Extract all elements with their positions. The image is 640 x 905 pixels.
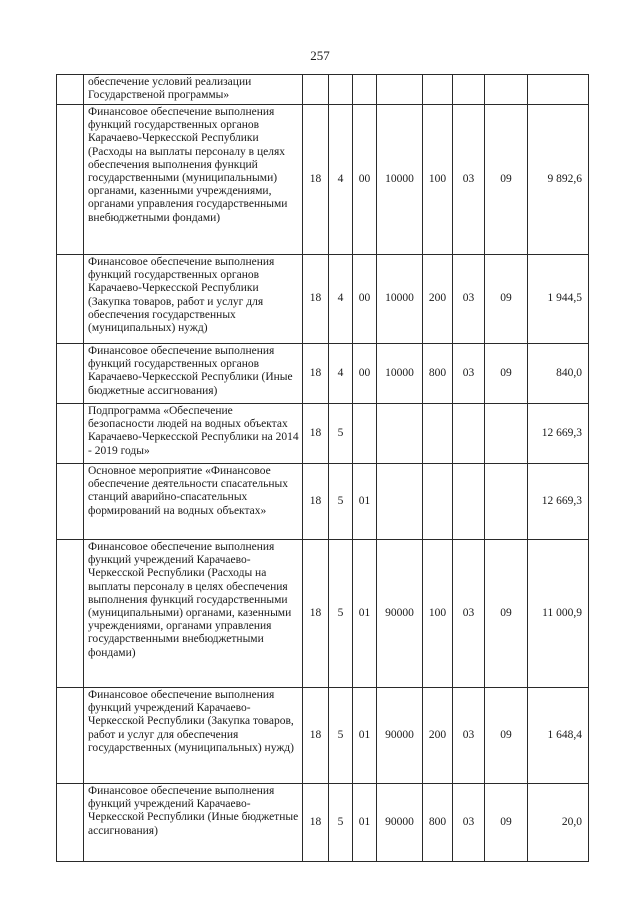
code-cell: 90000	[377, 540, 423, 688]
code-cell: 4	[329, 255, 353, 344]
row-index-cell	[57, 75, 84, 105]
amount-cell: 11 000,9	[528, 540, 589, 688]
code-cell	[453, 75, 485, 105]
description-cell: Финансовое обеспечение выполнения функций учреждений Карачаево-Черкесской Республики (Закупка товаров, работ и услуг для обеспечения государственных (муниципальных) нужд)	[84, 688, 303, 784]
table-row	[57, 464, 589, 540]
row-index-cell	[57, 464, 84, 540]
row-index-cell	[57, 404, 84, 464]
code-cell: 00	[353, 105, 377, 255]
row-index-cell	[57, 540, 84, 688]
code-cell: 03	[453, 540, 485, 688]
code-cell: 18	[303, 344, 329, 404]
code-cell	[485, 464, 528, 540]
code-cell	[329, 75, 353, 105]
code-cell: 01	[353, 464, 377, 540]
code-cell: 03	[453, 784, 485, 862]
code-cell: 10000	[377, 344, 423, 404]
description-cell: Подпрограмма «Обеспечение безопасности людей на водных объектах Карачаево-Черкесской Республики на 2014 - 2019 годы»	[84, 404, 303, 464]
code-cell	[353, 75, 377, 105]
code-cell: 09	[485, 255, 528, 344]
code-cell	[423, 75, 453, 105]
code-cell: 10000	[377, 255, 423, 344]
code-cell: 18	[303, 784, 329, 862]
code-cell	[485, 75, 528, 105]
code-cell: 5	[329, 464, 353, 540]
row-index-cell	[57, 255, 84, 344]
amount-cell: 840,0	[528, 344, 589, 404]
amount-cell	[528, 75, 589, 105]
description-cell: обеспечение условий реализации Государственой программы»	[84, 75, 303, 105]
code-cell: 90000	[377, 784, 423, 862]
amount-cell: 1 944,5	[528, 255, 589, 344]
code-cell: 00	[353, 344, 377, 404]
code-cell: 5	[329, 404, 353, 464]
code-cell: 03	[453, 688, 485, 784]
table-row	[57, 404, 589, 464]
code-cell: 100	[423, 105, 453, 255]
table-row	[57, 105, 589, 255]
description-cell: Финансовое обеспечение выполнения функций учреждений Карачаево-Черкесской Республики (Иные бюджетные ассигнования)	[84, 784, 303, 862]
code-cell: 5	[329, 688, 353, 784]
row-index-cell	[57, 344, 84, 404]
code-cell: 18	[303, 105, 329, 255]
code-cell	[377, 75, 423, 105]
page-number: 257	[310, 48, 330, 63]
budget-table	[56, 74, 589, 862]
table-row	[57, 255, 589, 344]
code-cell	[377, 464, 423, 540]
row-index-cell	[57, 688, 84, 784]
code-cell: 03	[453, 344, 485, 404]
code-cell: 90000	[377, 688, 423, 784]
code-cell: 800	[423, 784, 453, 862]
code-cell	[353, 404, 377, 464]
code-cell: 09	[485, 344, 528, 404]
code-cell: 09	[485, 105, 528, 255]
code-cell	[423, 404, 453, 464]
amount-cell: 20,0	[528, 784, 589, 862]
amount-cell: 12 669,3	[528, 464, 589, 540]
table-row	[57, 688, 589, 784]
code-cell: 00	[353, 255, 377, 344]
code-cell: 09	[485, 540, 528, 688]
code-cell: 4	[329, 344, 353, 404]
description-cell: Финансовое обеспечение выполнения функций государственных органов Карачаево-Черкесской Республики (Закупка товаров, работ и услуг для обеспечения государственных (муниципальных) нужд)	[84, 255, 303, 344]
code-cell	[303, 75, 329, 105]
code-cell: 18	[303, 404, 329, 464]
code-cell: 18	[303, 688, 329, 784]
code-cell: 01	[353, 688, 377, 784]
code-cell: 4	[329, 105, 353, 255]
code-cell: 09	[485, 784, 528, 862]
code-cell: 10000	[377, 105, 423, 255]
table-row	[57, 540, 589, 688]
amount-cell: 9 892,6	[528, 105, 589, 255]
code-cell: 18	[303, 540, 329, 688]
code-cell: 03	[453, 105, 485, 255]
code-cell	[453, 464, 485, 540]
table-row	[57, 784, 589, 862]
code-cell: 18	[303, 464, 329, 540]
code-cell: 800	[423, 344, 453, 404]
code-cell: 09	[485, 688, 528, 784]
description-cell: Основное мероприятие «Финансовое обеспечение деятельности спасательных станций аварийно-спасательных формирований на водных объектах»	[84, 464, 303, 540]
amount-cell: 12 669,3	[528, 404, 589, 464]
code-cell: 5	[329, 540, 353, 688]
code-cell: 01	[353, 540, 377, 688]
code-cell: 200	[423, 255, 453, 344]
code-cell: 5	[329, 784, 353, 862]
code-cell	[423, 464, 453, 540]
code-cell: 200	[423, 688, 453, 784]
description-cell: Финансовое обеспечение выполнения функций государственных органов Карачаево-Черкесской Республики (Иные бюджетные ассигнования)	[84, 344, 303, 404]
table-row	[57, 75, 589, 105]
code-cell	[453, 404, 485, 464]
row-index-cell	[57, 105, 84, 255]
amount-cell: 1 648,4	[528, 688, 589, 784]
description-cell: Финансовое обеспечение выполнения функций учреждений Карачаево-Черкесской Республики (Расходы на выплаты персоналу в целях обеспечения выполнения функций государственными (муниципальными) органами, казенными учреждениями, органами управления государственными внебюджетными фондами)	[84, 540, 303, 688]
description-cell: Финансовое обеспечение выполнения функций государственных органов Карачаево-Черкесской Республики (Расходы на выплаты персоналу в целях обеспечения выполнения функций государственными (муниципальными) органами, казенными учреждениями, органами управления государственными внебюджетными фондами)	[84, 105, 303, 255]
row-index-cell	[57, 784, 84, 862]
table-row	[57, 344, 589, 404]
code-cell	[485, 404, 528, 464]
code-cell: 01	[353, 784, 377, 862]
code-cell: 03	[453, 255, 485, 344]
code-cell	[377, 404, 423, 464]
code-cell: 18	[303, 255, 329, 344]
code-cell: 100	[423, 540, 453, 688]
